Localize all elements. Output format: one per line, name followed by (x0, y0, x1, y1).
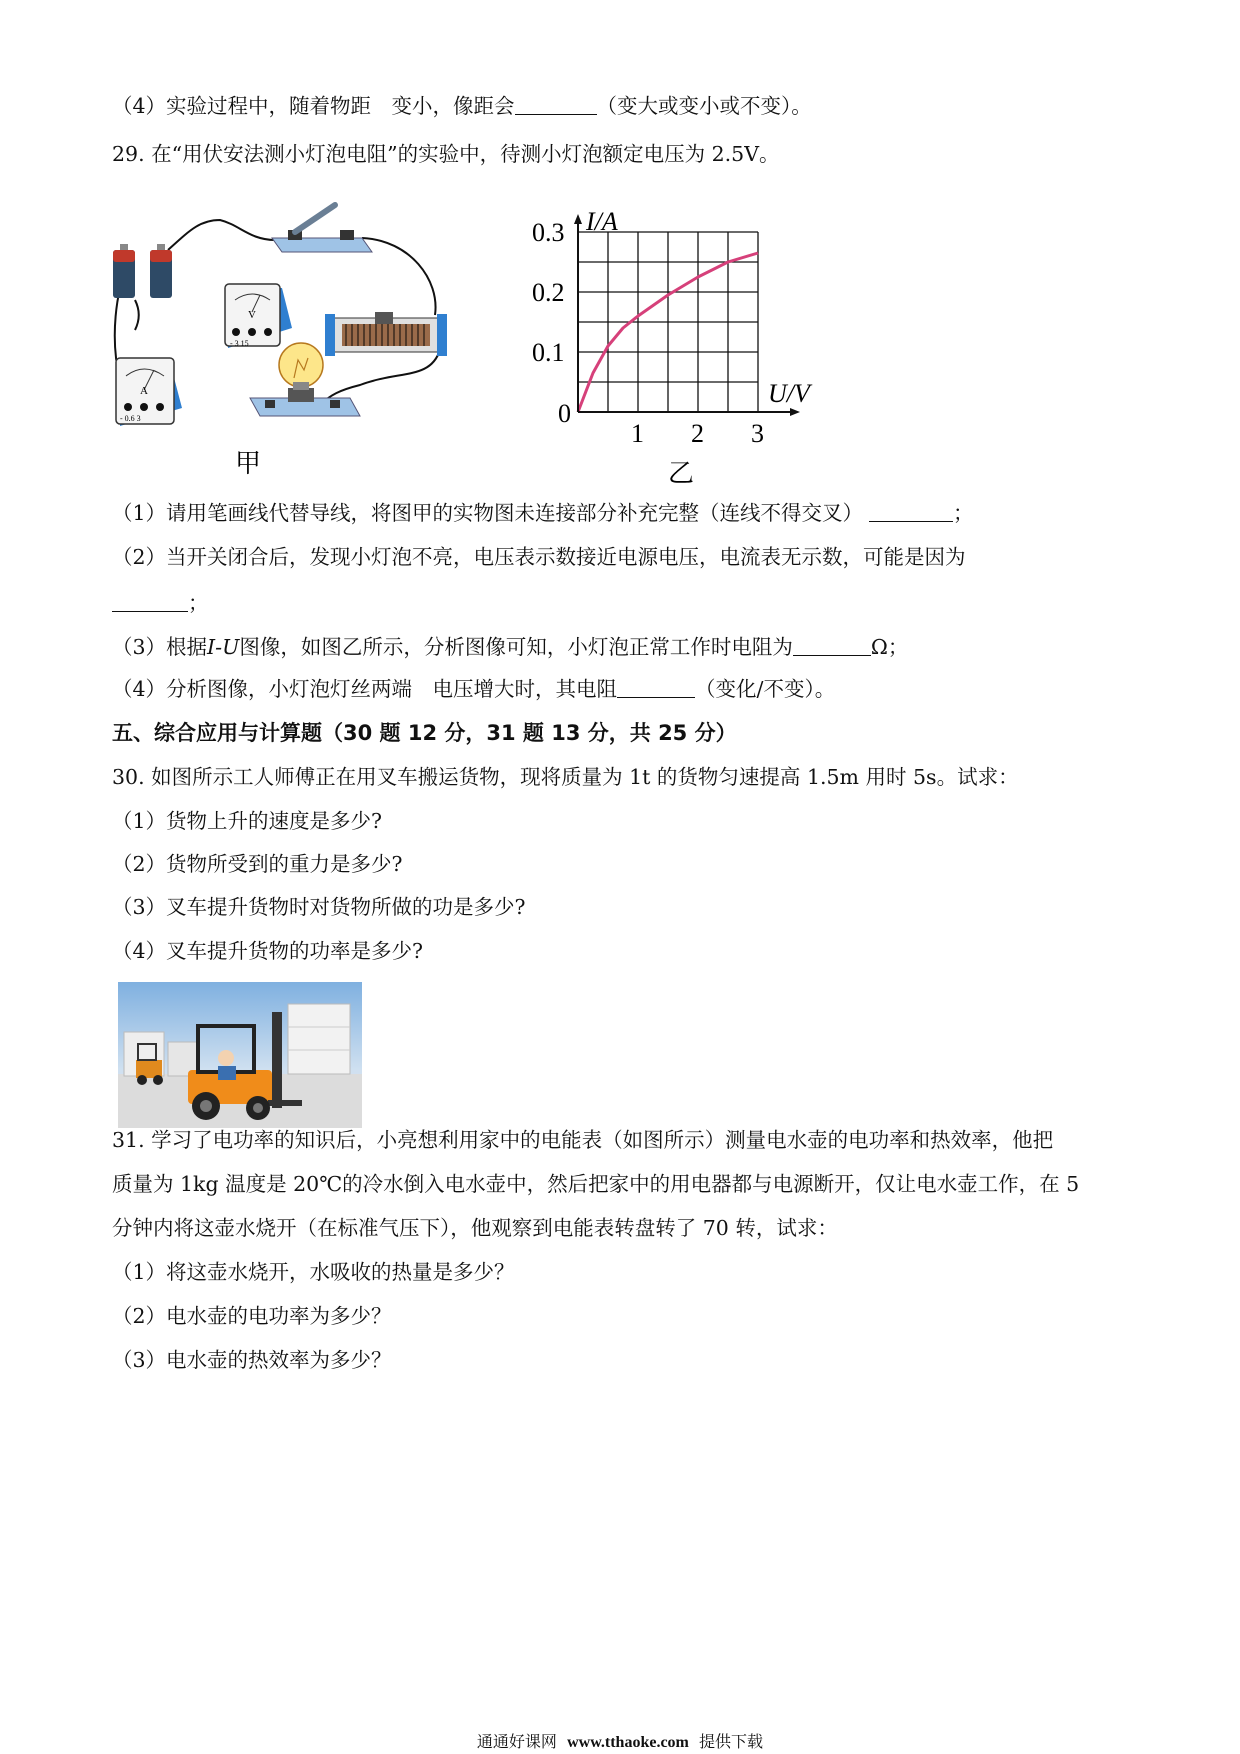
figure-yi-iu-chart (530, 212, 870, 542)
q28-part4: （4）实验过程中，随着物距 变小，像距会 （变大或变小或不变）。 (112, 94, 812, 118)
voltmeter-letter: V (248, 309, 256, 321)
rheostat (325, 312, 447, 356)
answer-blank[interactable] (793, 635, 871, 656)
origin-label: 0 (558, 399, 571, 428)
x-axis-label: U/V (768, 379, 810, 408)
x-tick-label: 3 (751, 419, 764, 448)
q29-part2: （2）当开关闭合后，发现小灯泡不亮，电压表示数接近电源电压，电流表无示数，可能是因为 (112, 545, 966, 569)
answer-blank[interactable] (617, 677, 695, 698)
q30-part3: （3）叉车提升货物时对货物所做的功是多少? (112, 895, 526, 919)
answer-blank[interactable] (112, 591, 188, 612)
y-axis-arrow (574, 214, 582, 224)
q31-stem-line1: 31. 学习了电功率的知识后，小亮想利用家中的电能表（如图所示）测量电水壶的电功率和热效率，他把 (112, 1128, 1054, 1152)
q29-part1: （1）请用笔画线代替导线，将图甲的实物图未连接部分补充完整（连线不得交叉） ； (112, 501, 974, 525)
light-bulb (250, 343, 360, 416)
wire (362, 238, 436, 315)
footer-tail: 提供下载 (699, 1732, 764, 1751)
battery-1 (113, 244, 135, 298)
x-axis-arrow (790, 408, 800, 416)
section-5-heading: 五、综合应用与计算题（30 题 12 分，31 题 13 分，共 25 分） (112, 721, 737, 745)
q29-part3: （3）根据I-U图像，如图乙所示，分析图像可知，小灯泡正常工作时电阻为 Ω； (112, 635, 909, 659)
figure-jia-caption: 甲 (235, 449, 262, 478)
q30-part4: （4）叉车提升货物的功率是多少? (112, 939, 424, 963)
q30-stem: 30. 如图所示工人师傅正在用叉车搬运货物，现将质量为 1t 的货物匀速提高 1.5m 用时 5s。试求： (112, 765, 1019, 789)
knife-switch (272, 205, 372, 252)
wire (168, 220, 275, 250)
figure-jia-circuit (110, 200, 510, 540)
q31-part1: （1）将这壶水烧开，水吸收的热量是多少？ (112, 1260, 515, 1284)
battery-2 (150, 244, 172, 298)
answer-blank[interactable] (869, 501, 953, 522)
y-axis-label: I/A (586, 212, 618, 236)
forklift-photo (118, 982, 362, 1128)
ammeter-scale: - 0.6 3 (120, 414, 141, 423)
x-tick-label: 1 (631, 419, 644, 448)
q30-part1: （1）货物上升的速度是多少? (112, 809, 383, 833)
wire (320, 350, 440, 405)
q31-part2: （2）电水壶的电功率为多少？ (112, 1304, 392, 1328)
y-tick-label: 0.2 (532, 278, 565, 307)
q29-part4: （4）分析图像，小灯泡灯丝两端 电压增大时，其电阻 （变化/不变）。 (112, 677, 836, 701)
figure-yi-caption: 乙 (668, 459, 695, 488)
y-tick-label: 0.1 (532, 338, 565, 367)
ammeter-letter: A (140, 385, 148, 397)
q31-part3: （3）电水壶的热效率为多少？ (112, 1348, 392, 1372)
q29-stem: 29. 在“用伏安法测小灯泡电阻”的实验中，待测小灯泡额定电压为 2.5V。 (112, 142, 780, 166)
page-footer (0, 1729, 1240, 1752)
ammeter (116, 358, 182, 426)
chart-grid (578, 232, 758, 412)
q31-stem-line3: 分钟内将这壶水烧开（在标准气压下），他观察到电能表转盘转了 70 转，试求： (112, 1216, 838, 1240)
q30-part2: （2）货物所受到的重力是多少? (112, 852, 403, 876)
q29-part2-blank-line: ； (112, 589, 209, 617)
footer-site: 通通好课网 (476, 1732, 557, 1751)
footer-url[interactable]: www.tthaoke.com (567, 1734, 689, 1751)
voltmeter-scale: - 3 15 (230, 339, 249, 348)
x-tick-label: 2 (691, 419, 704, 448)
q31-stem-line2: 质量为 1kg 温度是 20℃的冷水倒入电水壶中，然后把家中的用电器都与电源断开，仅让电水壶工作，在 5 (112, 1172, 1080, 1196)
y-tick-label: 0.3 (532, 218, 565, 247)
answer-blank[interactable] (515, 94, 597, 115)
wire (135, 300, 139, 330)
chart-labels (532, 212, 813, 488)
voltmeter (225, 284, 292, 348)
